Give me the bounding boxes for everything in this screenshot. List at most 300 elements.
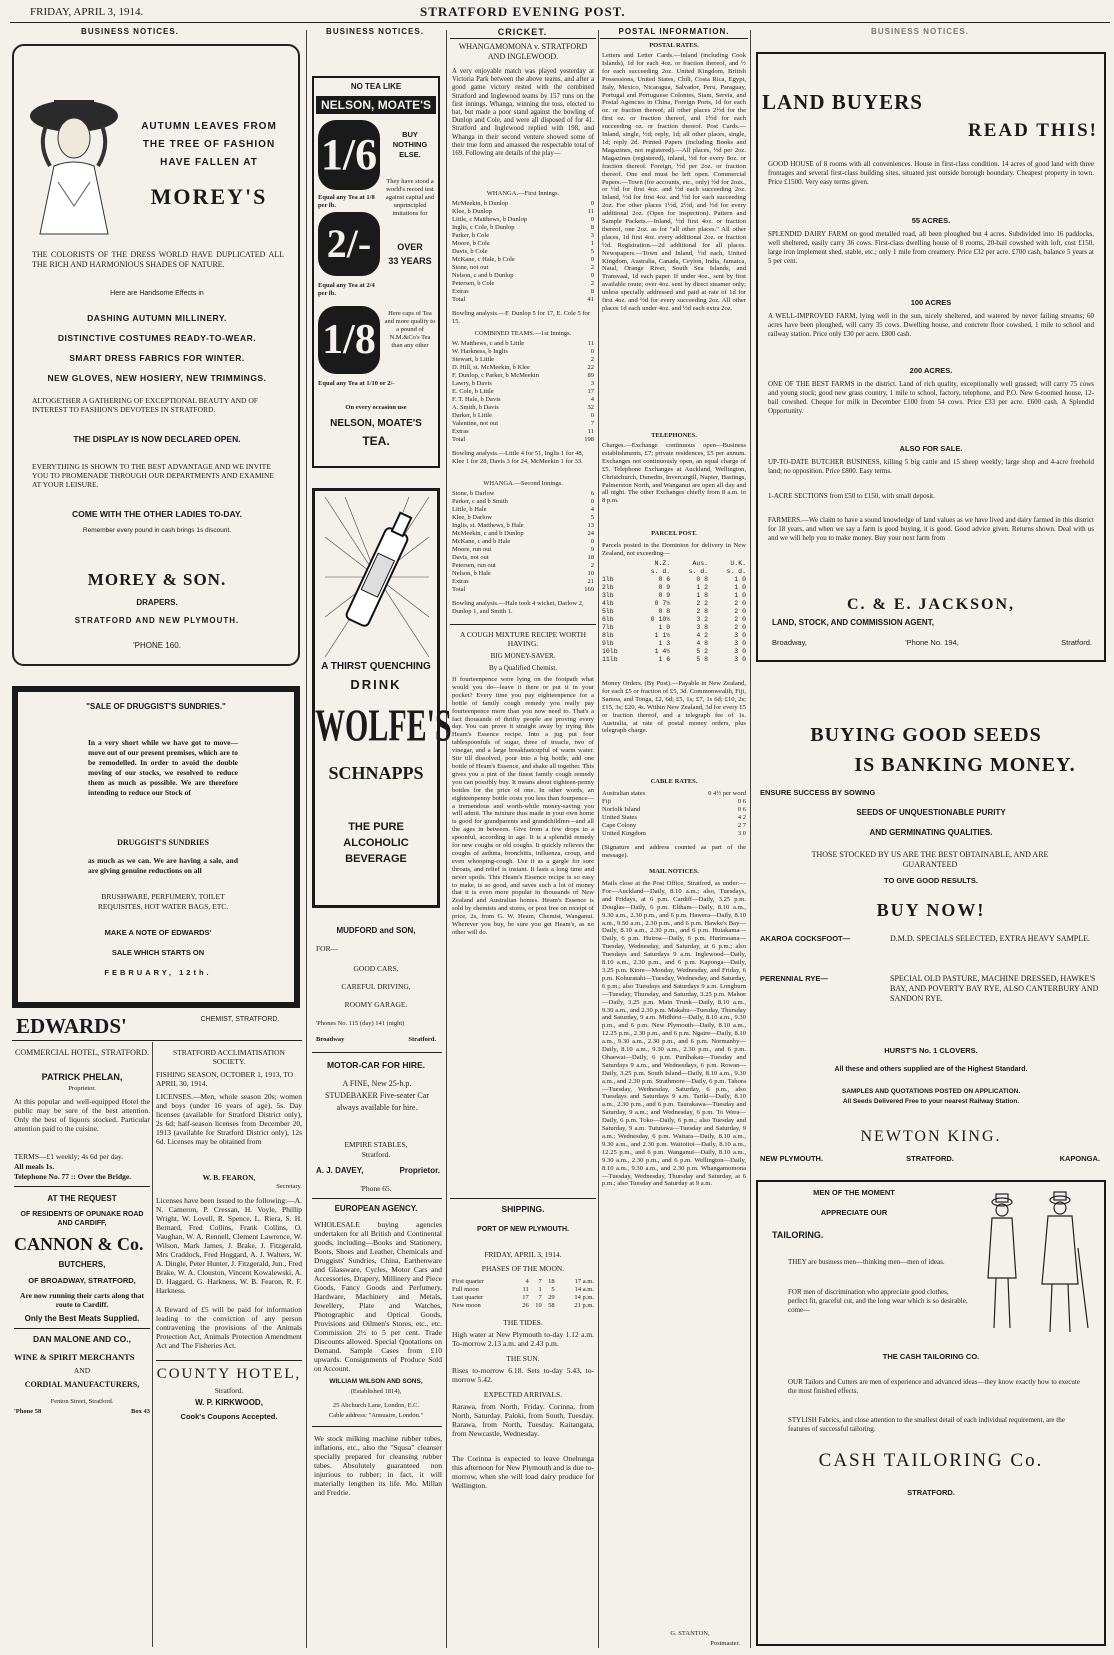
tea-buy: BUY NOTHING ELSE. [392, 130, 428, 159]
parcel-row-cell: 10lb [602, 648, 618, 655]
edwards-date: FEBRUARY, 12th. [104, 968, 212, 977]
edwards-title: "SALE OF DRUGGIST'S SUNDRIES." [86, 702, 226, 711]
w1-row [452, 240, 594, 248]
wolfe-brand: WOLFE'S [315, 701, 452, 751]
seeds-town: NEW PLYMOUTH. [760, 1154, 824, 1163]
euro-body: WHOLESALE buying agencies undertaken for all British and Continental goods, including—Books and Stationery, Boots, Shoes and Leather, Chemicals and Druggists' Sundries, China, Earthenware and Glassware, Cycles, Motor Cars and Accessories, Drapery, Millinery and Piece Goods, Fancy Goods and Perfumery, Hardware, Machinery and Metals, Jewellery, Plate and Watches, Photographic and Optical Goods, Provisions and Oilmen's Stores, etc., etc. Commission 2½ to 5 per cent. Trade Discounts allowed. Special Quotations on Demand. Sample Cases from £10 upwards. Consignments of Produce Sold on Account. [314, 1220, 442, 1373]
w2-row-cell: 13 [587, 522, 594, 529]
parcel-row-cell: 11lb [602, 656, 618, 663]
parcel-table [602, 560, 746, 664]
parcel-row-cell [602, 560, 632, 568]
parcel-row [602, 656, 746, 664]
postmaster-name: G. STANTON, [670, 1630, 710, 1637]
column-head: BUSINESS NOTICES. [326, 27, 424, 36]
parcel-row-cell: 3 0 [734, 648, 746, 655]
column-rule [306, 30, 307, 1648]
jackson-advert [756, 52, 1106, 662]
morey-line2: THE TREE OF FASHION [142, 139, 276, 150]
motor-title: MOTOR-CAR FOR HIRE. [326, 1060, 426, 1070]
jackson-h3: 100 ACRES [910, 298, 952, 307]
edwards-advert [12, 686, 300, 1008]
w2-row-cell: Inglis, st. Matthews, b Hale [452, 522, 524, 529]
tailor-advert [756, 1180, 1106, 1646]
comb-row-cell: 0 [590, 348, 594, 355]
morey-item: NEW GLOVES, NEW HOSIERY, NEW TRIMMINGS. [47, 373, 267, 383]
tea-every: On every occasion use [345, 404, 407, 411]
parcel-row-cell: s. d. [688, 568, 709, 575]
divider [450, 38, 596, 39]
w1-row [452, 256, 594, 264]
jackson-street: Broadway, [772, 638, 807, 647]
morey-line1: AUTUMN LEAVES FROM [141, 121, 277, 132]
parcel-row-cell: 1 3 [658, 640, 671, 647]
seeds-samples: SAMPLES AND QUOTATIONS POSTED ON APPLICATION. [841, 1088, 1021, 1095]
tailor-line-3: TAILORING. [772, 1230, 824, 1240]
cough-sub: BIG MONEY-SAVER. [490, 652, 556, 660]
parcel-row-cell: 2 2 [696, 600, 709, 607]
county-name: COUNTY HOTEL, [156, 1366, 302, 1382]
comb-row-cell: Valentine, not out [452, 420, 499, 427]
commercial-terms: TERMS—£1 weekly; 4s 6d per day. [14, 1152, 124, 1161]
w1-row [452, 248, 594, 256]
morey-drapers: DRAPERS. [136, 598, 178, 607]
moon-title: PHASES OF THE MOON. [481, 1264, 565, 1273]
comb-row [452, 436, 594, 444]
parcel-row-cell: 1 6 [658, 656, 671, 663]
w1-row-cell: 2 [590, 264, 594, 271]
w2-row-cell: McMeekin, c and b Dunlop [452, 530, 524, 537]
comb-row [452, 372, 594, 380]
comb-row-cell: 32 [587, 404, 594, 411]
commercial-meals: All meals 1s. [14, 1162, 55, 1171]
w2-row [452, 546, 594, 554]
morey-shown: EVERYTHING IS SHOWN TO THE BEST ADVANTAGE AND WE INVITE YOU TO PROMENADE THROUGH OUR DEPARTMENTS AND EXAMINE AT YOUR LEISURE. [32, 462, 274, 489]
milking-notice: We stock milking machine rubber tubes, inflations, etc., also the "Squsa" cleanser specially prepared for cleansing rubber tubes. Absolutely guaranteed non injurious to rubber; in fact, it will materially lengthen its life. Mo. Millan and Fredrie. [314, 1434, 442, 1497]
county-town: Stratford. [214, 1386, 244, 1395]
cannon-addr: OF BROADWAY, STRATFORD, [28, 1276, 136, 1285]
county-cook: Cook's Coupons Accepted. [180, 1412, 278, 1421]
edwards-starts: SALE WHICH STARTS ON [111, 948, 205, 957]
jackson-p5: UP-TO-DATE BUTCHER BUSINESS, killing 5 big cattle and 15 sheep weekly; large shop and 4-acre freehold land; no opposition. Price £800. Easy terms. [768, 458, 1094, 475]
w1-row-cell: 0 [590, 256, 594, 263]
w2-row [452, 522, 594, 530]
w1-head: WHANGA.—First Innings. [486, 190, 560, 197]
parcel-row-cell: 9lb [602, 640, 614, 647]
comb-row-cell: W. Harkness, b Inglis [452, 348, 508, 355]
seeds-firm: NEWTON KING. [860, 1128, 1002, 1145]
tea-they: They have stood a world's record test against capital and unprincipled imitations for [385, 178, 435, 217]
jackson-h4: 200 ACRES. [909, 366, 953, 375]
parcel-row-cell: U.K. [730, 560, 746, 567]
moon-row-cell: 21 p.m. [574, 1302, 594, 1309]
seeds-town: STRATFORD. [906, 1154, 954, 1163]
cable-row-cell: 3 0 [737, 830, 746, 837]
accl-secretary: W. B. FEARON, [202, 1173, 256, 1182]
wolfe-schnapps: SCHNAPPS [328, 763, 424, 783]
jackson-phone: 'Phone No. 194, [905, 638, 959, 647]
w2-row-cell: 6 [590, 490, 594, 497]
parcel-row [602, 568, 746, 576]
mudford-street: Broadway [316, 1036, 345, 1043]
arrivals-body: Rarawa, from North, Friday. Corinna, from North, Saturday. Paloki, from South, Tuesday. Rarawa, from North, Tuesday. Kaitangata, from Newcastle, Wednesday. [452, 1402, 594, 1438]
parcel-row-cell: 0 9 [658, 592, 671, 599]
cable-row-cell: 2 7 [737, 822, 746, 829]
comb-row-cell: A. Smith, b Davis [452, 404, 499, 411]
dan-and: AND [73, 1366, 91, 1375]
parcel-row-cell: 2lb [602, 584, 614, 591]
w2-row [452, 562, 594, 570]
comb-row-cell: 11 [587, 428, 594, 435]
dan-wine: WINE & SPIRIT MERCHANTS [14, 1352, 135, 1362]
gentlemen-figures-icon [972, 1188, 1092, 1338]
parcel-row-cell: 8lb [602, 632, 614, 639]
morey-name: MOREY'S [150, 184, 268, 209]
tailor-town: STRATFORD. [907, 1488, 955, 1497]
parcel-row-cell: 7lb [602, 624, 614, 631]
parcel-row-cell: 2 0 [734, 600, 746, 607]
postmaster-role: Postmaster. [710, 1640, 740, 1647]
mudford-line: ROOMY GARAGE. [344, 1000, 408, 1009]
sun-title: THE SUN. [506, 1354, 540, 1363]
cable-row [602, 790, 746, 798]
w2-row-cell: Extras [452, 578, 469, 585]
dan-street: Fenton Street, Stratford. [50, 1398, 114, 1405]
tea-price-2: 2/- [318, 212, 380, 276]
w2-row-cell: 10 [587, 570, 594, 577]
divider [156, 1360, 302, 1361]
w1-row-cell: 2 [590, 280, 594, 287]
divider [312, 1198, 442, 1199]
cannon-trade: BUTCHERS, [58, 1260, 106, 1269]
parcel-row [602, 600, 746, 608]
comb-row [452, 412, 594, 420]
comb-row-cell: 11 [587, 340, 594, 347]
seeds-rye: SPECIAL OLD PASTURE, MACHINE DRESSED, HAWKE'S BAY, AND POVERTY BAY RYE, ALSO CANTERBURY AND SANDON RYE. [890, 974, 1099, 1003]
tea-price-1: 1/6 [318, 120, 380, 190]
tailor-p4: STYLISH Fabrics, and close attention to the smallest detail of each individual requirement, are the features of successful tailoring. [788, 1416, 1065, 1433]
moon-row-cell: 18 [548, 1278, 555, 1285]
parcel-row-cell: 4 2 [696, 632, 709, 639]
tides-title: THE TIDES. [503, 1318, 543, 1327]
w2-row-cell: 4 [590, 506, 594, 513]
w1-row-cell: Petersen, b Cole [452, 280, 495, 287]
wolfe-pure: THE PURE ALCOHOLIC BEVERAGE [343, 821, 409, 865]
w1-row-cell: Davis, b Cole [452, 248, 488, 255]
moon-row-cell: 58 [548, 1302, 555, 1309]
comb-row-cell: 4 [590, 396, 594, 403]
column-rule [152, 1042, 153, 1647]
w1-row-cell: Inglis, c Cole, b Dunlop [452, 224, 515, 231]
cable-row-cell: United States [602, 814, 637, 821]
seeds-line-2: SEEDS OF UNQUESTIONABLE PURITY [856, 808, 1006, 817]
shipping-port: PORT OF NEW PLYMOUTH. [477, 1226, 569, 1233]
parcel-row [602, 584, 746, 592]
w2-head: WHANGA.—Second Innings. [483, 480, 563, 487]
comb-scorecard [452, 340, 594, 444]
cable-row-cell: Cape Colony [602, 822, 637, 829]
issue-date: FRIDAY, APRIL 3, 1914. [30, 6, 144, 18]
moon-row-cell: 5 [551, 1286, 555, 1293]
w1-row-cell: 8 [590, 288, 594, 295]
wolfe-drink: DRINK [350, 677, 402, 692]
w2-row [452, 578, 594, 586]
seeds-town: KAPONGA. [1059, 1154, 1100, 1163]
w2-row-cell: 5 [590, 514, 594, 521]
comb-row-cell: Darker, b Little [452, 412, 492, 419]
comb-row [452, 380, 594, 388]
parcel-title: PARCEL POST. [651, 530, 697, 537]
motor-stables: EMPIRE STABLES, [344, 1140, 408, 1149]
cable-row [602, 822, 746, 830]
accl-reward: A Reward of £5 will be paid for information leading to the conviction of any person contravening the provisions of the Animals Protection Act, Animals Protection Amendment Act and The Fisheries Act. [156, 1305, 302, 1350]
comb-row [452, 404, 594, 412]
cannon-only: Only the Best Meats Supplied. [24, 1314, 140, 1323]
w1-row [452, 216, 594, 224]
commercial-body: At this popular and well-equipped Hotel the public may be sure of the best attention. Only the best of liquors stocked. Particular attention paid to the cuisine. [14, 1097, 150, 1133]
parcel-row-cell: 1 0 [734, 592, 746, 599]
tailor-line-2: APPRECIATE OUR [820, 1208, 888, 1217]
edwards-sundries: DRUGGIST'S SUNDRIES [117, 838, 209, 847]
comb-row-cell: 198 [584, 436, 594, 443]
w1-row-cell: Klee, b Dunlop [452, 208, 492, 215]
moon-row-cell: 14 a.m. [574, 1286, 594, 1293]
w1-row-cell: McMeekin, b Dunlop [452, 200, 509, 207]
w2-row-cell: Klee, b Darlow [452, 514, 492, 521]
cannon-carts: Are now running their carts along that route to Cardiff. [20, 1291, 144, 1309]
w1-row-cell: 11 [587, 208, 594, 215]
sun-body: Rises to-morrow 6.18. Sets to-day 5.43, to-morrow 5.42. [452, 1366, 594, 1384]
moon-row-cell: 17 a.m. [574, 1278, 594, 1285]
money-orders: Money Orders. (By Post).—Payable in New Zealand, for each £5 or fraction of £5, 3d. Commonwealth, Fiji, Samoa, and Tonga, £2, 6d; £5, 1s; £7, 1s 6d; £10, 2s; £15, 3s; £20, 4s. Within New Zealand, 3d for every £5 or fraction thereof, and a telegraph fee of 1s. Australia, at rate of postal money orders, plus telegraph charge. [602, 680, 746, 735]
cable-note: (Signature and address counted as part of the message). [602, 844, 746, 859]
moon-row [452, 1278, 594, 1286]
w2-row-cell: McKane, c and b Hale [452, 538, 511, 545]
comb-row-cell: W. Matthews, c and b Little [452, 340, 525, 347]
comb-row-cell: Stewart, b Little [452, 356, 495, 363]
w2-row-cell: 9 [590, 546, 594, 553]
parcel-row-cell [602, 568, 632, 576]
parcel-row-cell: 1 2 [696, 584, 709, 591]
divider [14, 1328, 150, 1329]
parcel-row [602, 576, 746, 584]
jackson-title-2: READ THIS! [968, 120, 1098, 141]
comb-row-cell: Total [452, 436, 466, 443]
morey-phone: 'PHONE 160. [133, 641, 181, 650]
edwards-items: BRUSHWARE, PERFUMERY, TOILET REQUISITES, HOT WATER BAGS, ETC. [97, 892, 229, 911]
parcel-row-cell: 3 0 [734, 632, 746, 639]
jackson-p4: ONE OF THE BEST FARMS in the district. Land of rich quality, exceptionally well grassed; will carry 75 cows and young stock; good new grass country, 1 mile to school, factory, telephone, and P.O. New 6-roomed house, 12-bail cowshed. Cheque for milk in December £100 from 54 cows. Price £33 per acre. £600 cash. A Splendid Opportunity. [768, 380, 1094, 415]
w1-row [452, 200, 594, 208]
tides-body: High water at New Plymouth to-day 1.12 a.m. To-morrow 2.13 a.m. and 2.43 p.m. [452, 1330, 594, 1348]
morey-come: COME WITH THE OTHER LADIES TO-DAY. [71, 509, 242, 519]
euro-addr: 25 Abchurch Lane, London, E.C. [332, 1402, 420, 1409]
moon-row-cell: 7 [538, 1294, 542, 1301]
w2-row-cell: Total [452, 586, 466, 593]
w2-row [452, 538, 594, 546]
telephones-body: Charges.—Exchange continuous open—Business establishments, £7; private residences, £5 per annum. Exchanges not continuously open, an equal charge of £5. Telephone Exchanges at Auckland, Wellington, Christchurch, Dunedin, Invercargill, Napier, Hastings, Palmerston North, and Wanganui are open all day and all night. The other Exchanges chiefly from 8 a.m. to 8 p.m. [602, 442, 746, 505]
moon-row-cell: 7 [538, 1278, 542, 1285]
edwards-body2: as much as we can. We are having a sale, and are giving genuine reductions on all [88, 856, 238, 875]
cable-row-cell: 0 6 [737, 806, 746, 813]
dan-phone: 'Phone 58 [14, 1408, 42, 1415]
w1-scorecard [452, 200, 594, 304]
edwards-name: EDWARDS' [16, 1014, 127, 1038]
comb-row-cell: 22 [587, 364, 594, 371]
shipping-date: FRIDAY, APRIL 3, 1914. [484, 1250, 562, 1259]
tea-equal-3: Equal any Tea at 1/10 or 2/- [318, 380, 395, 387]
parcel-row-cell: 2 8 [696, 608, 709, 615]
parcel-row-cell: 1 0 [734, 576, 746, 583]
w1-row-cell: Little, c Matthews, b Dunlop [452, 216, 528, 223]
motor-town: Stratford. [361, 1150, 391, 1159]
column-head: BUSINESS NOTICES. [81, 27, 179, 36]
cricket-intro: A very enjoyable match was played yesterday at Victoria Park between the above teams, and after a good game victory rested with the combined Stratford and Inglewood teams by 157 runs on the first innings. Whanga, winning the toss, elected to bat, but made a poor stand against the bowling of Dunlop and Cole, and were all disposed of for 41. Stratford and Inglewood replied with 198, and Whanga in their second venture showed some of their true form and amassed the respectable total of 169. Following are details of the play— [452, 68, 594, 158]
comb-row [452, 348, 594, 356]
w1-row-cell: 41 [587, 296, 594, 303]
lady-with-hat-icon [28, 86, 120, 236]
edwards-chemist: CHEMIST, STRATFORD. [200, 1016, 280, 1023]
comb-row-cell: E. Cole, b Little [452, 388, 494, 395]
moon-row-cell: First quarter [452, 1278, 484, 1285]
accl-body: LICENSES.—Men, whole season 20s; women and boys (under 16 years of age), 5s. Day licenses (available for Stratford District only), 2s 6d; half-season licenses from December 20, 1913 (available for Stratford District only), 12s 6d. Licenses may be obtained from [156, 1092, 302, 1146]
parcel-row-cell: N.Z. [654, 560, 671, 567]
moon-row-cell: 11 [522, 1286, 529, 1293]
divider [312, 1426, 442, 1427]
morey-advert [12, 44, 300, 666]
parcel-row-cell: 2 0 [734, 624, 746, 631]
accl-issued: Licenses have been issued to the following:—A. N. Cameron, P. Cressan, H. Voyle, Phillip Wright, W. Lovell, R. Spence, L. Riera, S. H. Bernard, Fred Collins, Frank Collins, O. Vaughan, W. A. Rennell, Clement Lawrence, W. Wilson, Mark James, J. Brake, J. Fitzgerald, Mrs Craddock, Fred Hoggard, A. J. Walters, W. A. Dingle, Peter Hunter, J. Fitzgerald, Jun., Fred Brake, W. A. Clouston, Vincent Kowalewski, A. D. Haggard, G. Harkness, W. B. Fearon, R. F. Harkness. [156, 1196, 302, 1295]
parcel-row [602, 560, 746, 568]
parcel-row-cell: 3 8 [696, 624, 709, 631]
cannon-of: OF RESIDENTS OF OPUNAKE ROAD AND CARDIFF, [20, 1211, 144, 1227]
comb-row [452, 356, 594, 364]
parcel-row-cell: 4lb [602, 600, 614, 607]
moon-table [452, 1278, 594, 1310]
comb-row-cell: Lawry, b Davis [452, 380, 492, 387]
arrivals-title: EXPECTED ARRIVALS. [483, 1390, 563, 1399]
cable-row-cell: 0 4½ per word [708, 790, 746, 797]
tea-years: 33 YEARS [388, 256, 432, 266]
tea-equal-2: Equal any Tea at 2/4 per lb. [318, 282, 375, 297]
masthead-title: STRATFORD EVENING POST. [420, 4, 626, 19]
w1-row [452, 208, 594, 216]
cannon-name: CANNON & Co. [14, 1234, 144, 1254]
jackson-p3: A WELL-IMPROVED FARM, lying well in the sun, nicely sheltered, and watered by never failing streams; 60 acres have been ploughed, will carry 35 cows. Dwelling house, and concrete floor cowshed, 1 mile to school and railway station. Price only £30 per acre. £800 cash. [768, 312, 1094, 338]
comb-row [452, 420, 594, 428]
dan-name: DAN MALONE AND CO., [33, 1334, 131, 1344]
cough-title: A COUGH MIXTURE RECIPE WORTH HAVING. [459, 630, 587, 648]
w2-row-cell: Nelson, b Hale [452, 570, 491, 577]
masthead-rule [10, 22, 1110, 23]
seeds-title-1: BUYING GOOD SEEDS [810, 724, 1042, 746]
edwards-note: MAKE A NOTE OF EDWARDS' [104, 928, 212, 937]
w2-bowling: Bowling analysis.—Hale took 4 wicket, Darlow 2, Dunlop 1, and Smith 1. [452, 600, 584, 615]
seeds-buy-now: BUY NOW! [876, 900, 986, 920]
column-rule [598, 30, 599, 1648]
mudford-line: GOOD CARS, [353, 964, 399, 973]
comb-row-cell: Extras [452, 428, 469, 435]
tailor-p1: THEY are business men—thinking men—men of ideas. [788, 1258, 945, 1266]
cable-row-cell: Australian states [602, 790, 646, 797]
tea-advert [312, 76, 440, 468]
commercial-tel: Telephone No. 77 :: Over the Bridge. [14, 1172, 132, 1181]
parcel-row-cell: 1 0 [734, 584, 746, 591]
w2-row-cell: 0 [590, 538, 594, 545]
parcel-row [602, 632, 746, 640]
comb-row [452, 388, 594, 396]
morey-remember: Remember every pound in cash brings 1s discount. [82, 527, 232, 534]
w1-row-cell: 8 [590, 224, 594, 231]
moon-row-cell: Full moon [452, 1286, 479, 1293]
comb-row-cell: 7 [590, 420, 594, 427]
accl-season: FISHING SEASON, OCTOBER 1, 1913, TO APRIL 30, 1914. [156, 1070, 294, 1088]
cable-row-cell: United Kingdom [602, 830, 646, 837]
comb-row-cell: 17 [587, 388, 594, 395]
parcel-row-cell: 1 4½ [654, 648, 671, 655]
comb-row-cell: F. Dunlop, c Parker, b McMeekin [452, 372, 539, 379]
comb-row-cell: 89 [587, 372, 594, 379]
parcel-row-cell: 3lb [602, 592, 614, 599]
moon-row [452, 1302, 594, 1310]
parcel-row-cell: s. d. [650, 568, 671, 575]
w2-row-cell: 0 [590, 498, 594, 505]
parcel-row [602, 640, 746, 648]
seeds-line-3: AND GERMINATING QUALITIES. [869, 828, 993, 837]
w1-row [452, 264, 594, 272]
parcel-row-cell: 0 6 [658, 576, 671, 583]
parcel-row-cell: 3 0 [734, 640, 746, 647]
w1-row-cell: 0 [590, 200, 594, 207]
w2-row [452, 554, 594, 562]
seeds-line-5: TO GIVE GOOD RESULTS. [884, 876, 978, 885]
moon-row-cell: 26 [522, 1302, 529, 1309]
seeds-ak-label: AKAROA COCKSFOOT— [760, 934, 851, 943]
seeds-line-1: ENSURE SUCCESS BY SOWING [760, 788, 876, 797]
comb-bowling: Bowling analysis.—Little 4 for 51, Inglis 1 for 48, Klee 1 for 28, Davis 3 for 24, McMeekin 1 for 33. [452, 450, 584, 465]
seeds-clovers: HURST'S No. 1 CLOVERS. [884, 1046, 978, 1055]
accl-title: STRATFORD ACCLIMATISATION SOCIETY. [173, 1048, 285, 1066]
comb-row [452, 396, 594, 404]
w2-row-cell: Parker, c and b Smith [452, 498, 508, 505]
cable-row [602, 814, 746, 822]
jackson-title-1: LAND BUYERS [762, 90, 923, 114]
parcel-row-cell: 0 7½ [654, 600, 671, 607]
tailor-line-1: MEN OF THE MOMENT [813, 1188, 895, 1197]
w1-row-cell: 0 [590, 272, 594, 279]
moon-row-cell: 1 [538, 1286, 542, 1293]
euro-est: (Established 1814), [350, 1388, 402, 1395]
parcel-row-cell: 3 0 [734, 656, 746, 663]
w2-row-cell: 24 [587, 530, 594, 537]
euro-title: EUROPEAN AGENCY. [334, 1204, 418, 1213]
morey-item: SMART DRESS FABRICS FOR WINTER. [69, 353, 245, 363]
w2-row-cell: 21 [587, 578, 594, 585]
jackson-p7: FARMERS.—We claim to have a sound knowledge of land values as we have lived and dairy farmed in this district for 18 years, and when we say a farm is good buying, it is good. Good advice given. Returns shown. Deal with us and we will help you to make money. Buy your next farm from [768, 516, 1094, 542]
commercial-role: Proprietor. [68, 1085, 96, 1092]
cable-row-cell: 0 6 [737, 798, 746, 805]
w1-row-cell: Stone, not out [452, 264, 489, 271]
cable-row-cell: 4 2 [737, 814, 746, 821]
mail-body: Mails close at the Post Office, Stratford, as under:—For—Auckland—Daily, 8.10 a.m.; also, Tuesdays, and Fridays, at 6 p.m. Cardiff—Daily, 3.25 p.m. Douglas—Daily, 6 p.m. Eltham—Daily, 8.10 a.m., 9.30 a.m., 2.30 p.m., and 6 p.m. Hawera—Daily, 8.10 a.m., 9.50 a.m., 2.30 p.m., and 6 p.m. Hawke's Bay—Daily, 8.10 a.m., 2.30 p.m., and 6 p.m. Huiakama—Daily, 6 p.m. Huiroa—Daily, 6 p.m. Hurimoana—Tuesday, Wednesday, and Saturday, at 6 p.m.; also Tuesdays and Saturdays 9 a.m. Inglewood—Daily, 8.10 a.m., 2.30 p.m., and 6 p.m. Kaponga—Daily, 3.25 p.m. Kiore—Monday, Wednesday, and Friday, 6 p.m. Kohuratahi—Tuesday, Wednesday, and Saturday, 6 p.m.; also Tuesdays and Saturdays 9 a.m. Longburn—Tuesday, Thursday, and Saturday, 3.25 p.m. Mahoe—Daily, 3.25 p.m. Main Trunk—Daily, 8.10 a.m., 9.30 a.m., and 2.30 p.m. Makahu—Tuesday, Thursday and Saturday, 9 a.m. Midhirst—Daily, 8.10 a.m., 9.30 p.m., and 6 p.m. New Plymouth—Daily, 8.10 a.m., 12.25 p.m., 2.30 p.m., and 6 p.m. Ngaire—Daily, 8.10 a.m., 9.30 a.m., 2.30 p.m., and 6 p.m. Normanby—Daily, 8.10 a.m., 9.30 a.m., 2.30 p.m., and 6 p.m. Ohaewai—Daily, 6 p.m. Punlhakau—Tuesday and Saturdays 9 a.m., and Wednesdays, 6 p.m. Rowan—Daily, 3.25 p.m. South Island—Daily, 8.10 a.m., 9.30 a.m., and 2.30 p.m. Strathmore—Daily, 6 p.m. Tahora—Tuesday, Wednesday, Saturday, 6 p.m., also Tuesdays and Saturdays 9 a.m. Tariki—Daily, 8.10 a.m., 2.30 p.m., and 6 p.m. Taurakawa—Tuesday and Saturday, 9 a.m.; and Wednesday, 6 p.m. To Wera—Daily, 6 p.m. Toko—Daily, 6 p.m.; also Tuesday and Saturday, 9 a.m. Tututawa—Tuesday and Saturday, 9 a.m.; Wednesday, 6 p.m. Waitara—Daily, 8.10 a.m., 9.30 a.m., and 2.30 p.m. Waitoitoi—Daily, 8.10 a.m., 12.25 p.m., and 6 p.m. Wanganui—Daily, 8.10 a.m., 9.30 a.m., 2.30 p.m., and 6 p.m. Wellington—Daily, 8.10 a.m., 9.30 a.m., and 2.30 p.m. Whangamomona—Tuesday, Wednesday, Thursday and Saturday, at 6 p.m.; also Tuesday and Saturday at 9 a.m. [602, 880, 746, 1188]
cable-row [602, 830, 746, 838]
parcel-row-cell: 0 10½ [650, 616, 671, 623]
comb-head: COMBINED TEAMS.—1st Innings. [474, 330, 572, 337]
mudford-name: MUDFORD and SON, [336, 926, 416, 935]
w1-row-cell: 5 [590, 248, 594, 255]
tea-brand: NELSON, MOATE'S [316, 96, 436, 114]
column-head: BUSINESS NOTICES. [871, 27, 969, 36]
w1-row-cell: Moore, b Cole [452, 240, 490, 247]
